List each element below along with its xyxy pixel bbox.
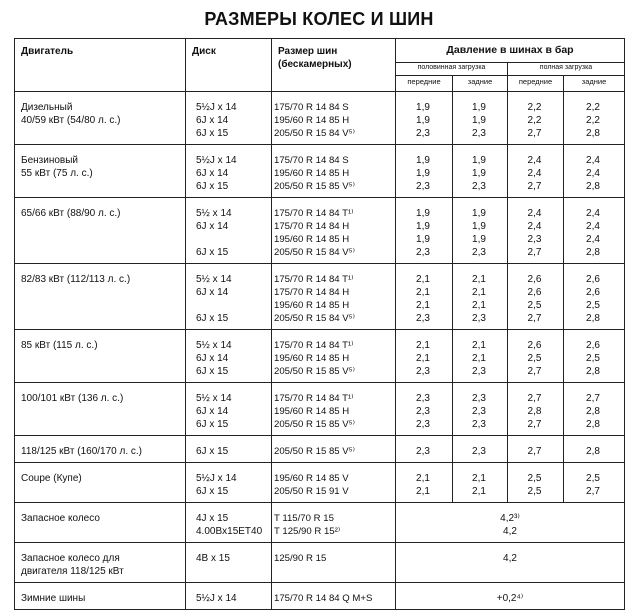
disc-cell-line: 4J x 15 bbox=[196, 513, 229, 524]
disc-cell-line: 6J x 15 bbox=[196, 419, 229, 430]
pressure-rear-partial-cell bbox=[453, 198, 508, 264]
engine-cell bbox=[15, 503, 186, 543]
tire-size-cell bbox=[272, 198, 396, 264]
header-rear-partial: задние bbox=[453, 75, 508, 91]
pressure-front-full-cell-line: 2,4 bbox=[527, 155, 542, 166]
engine-cell-line: 85 кВт (115 л. с.) bbox=[21, 340, 98, 351]
pressure-rear-partial-cell-line: 2,1 bbox=[472, 353, 486, 364]
pressure-rear-partial-cell-line: 2,1 bbox=[472, 287, 486, 298]
pressure-front-partial-cell-line: 2,3 bbox=[416, 247, 430, 258]
pressure-rear-partial-cell-line: 2,3 bbox=[472, 446, 486, 457]
pressure-rear-partial-cell bbox=[453, 330, 508, 383]
header-tire-size-line2: (бескамерных) bbox=[278, 59, 352, 70]
header-partial-load: половинная загрузка bbox=[396, 62, 508, 75]
pressure-front-full-cell bbox=[508, 330, 564, 383]
pressure-front-full-cell-line: 2,5 bbox=[527, 353, 542, 364]
engine-cell-line: Coupe (Купе) bbox=[21, 473, 82, 484]
pressure-front-partial-cell-line: 2,3 bbox=[416, 446, 430, 457]
pressure-front-full-cell bbox=[508, 92, 564, 145]
pressure-front-partial-cell bbox=[396, 383, 453, 436]
pressure-front-partial-cell-line: 1,9 bbox=[416, 168, 430, 179]
header-tire-size-line1: Размер шин bbox=[278, 46, 338, 57]
pressure-front-partial-cell-line: 2,3 bbox=[416, 128, 430, 139]
table-row bbox=[15, 383, 625, 436]
pressure-front-partial-cell-line: 2,3 bbox=[416, 366, 430, 377]
pressure-front-partial-cell-line: 2,1 bbox=[416, 287, 430, 298]
tire-size-cell bbox=[272, 583, 396, 610]
engine-cell bbox=[15, 92, 186, 145]
tire-size-cell-line: 195/60 R 14 85 V bbox=[274, 473, 349, 484]
engine-cell bbox=[15, 383, 186, 436]
tire-size-cell-line: 205/50 R 15 84 V⁵⁾ bbox=[274, 313, 356, 324]
table-row bbox=[15, 543, 625, 583]
engine-cell-line: Дизельный bbox=[21, 102, 73, 113]
pressure-front-full-cell-line: 2,3 bbox=[527, 234, 542, 245]
disc-cell-line: 6J x 14 bbox=[196, 406, 229, 417]
pressure-rear-partial-cell-line: 1,9 bbox=[472, 155, 486, 166]
header-engine: Двигатель bbox=[15, 39, 186, 92]
table-row bbox=[15, 330, 625, 383]
disc-cell-line: 6J x 15 bbox=[196, 181, 229, 192]
tire-size-cell-line: 195/60 R 14 85 H bbox=[274, 406, 350, 417]
tire-size-cell-line: 195/60 R 14 85 H bbox=[274, 234, 350, 245]
tire-size-cell bbox=[272, 264, 396, 330]
pressure-front-full-cell bbox=[508, 264, 564, 330]
engine-cell bbox=[15, 543, 186, 583]
pressure-front-partial-cell-line: 2,1 bbox=[416, 340, 430, 351]
disc-cell-line: 6J x 14 bbox=[196, 168, 229, 179]
engine-cell-line: Зимние шины bbox=[21, 593, 86, 604]
disc-cell bbox=[186, 583, 272, 610]
pressure-front-full-cell-line: 2,7 bbox=[527, 181, 542, 192]
pressure-rear-partial-cell-line: 2,3 bbox=[472, 406, 486, 417]
pressure-front-full-cell-line: 2,7 bbox=[527, 247, 542, 258]
pressure-front-partial-cell-line: 2,1 bbox=[416, 353, 430, 364]
disc-cell bbox=[186, 330, 272, 383]
pressure-rear-full-cell-line: 2,4 bbox=[586, 168, 600, 179]
tire-size-cell bbox=[272, 463, 396, 503]
pressure-front-full-cell-line: 2,7 bbox=[527, 419, 542, 430]
tire-size-cell-line: 205/50 R 15 85 V⁵⁾ bbox=[274, 446, 356, 457]
pressure-rear-partial-cell-line: 2,1 bbox=[472, 274, 486, 285]
pressure-merged-cell bbox=[396, 543, 625, 583]
disc-cell-line: 6J x 14 bbox=[196, 353, 229, 364]
pressure-front-partial-cell bbox=[396, 330, 453, 383]
disc-cell-line: 6J x 15 bbox=[196, 247, 229, 258]
disc-cell-line: 5½J x 14 bbox=[196, 593, 237, 604]
pressure-front-partial-cell-line: 2,3 bbox=[416, 181, 430, 192]
pressure-front-full-cell-line: 2,6 bbox=[527, 274, 542, 285]
pressure-rear-full-cell-line: 2,8 bbox=[586, 181, 600, 192]
pressure-front-partial-cell-line: 2,1 bbox=[416, 274, 430, 285]
disc-cell-line: 6J x 15 bbox=[196, 366, 229, 377]
pressure-front-full-cell bbox=[508, 463, 564, 503]
disc-cell-line: 6J x 15 bbox=[196, 446, 229, 457]
tire-size-cell bbox=[272, 383, 396, 436]
pressure-front-full-cell-line: 2,7 bbox=[527, 128, 542, 139]
tire-size-cell-line: 205/50 R 15 85 V⁵⁾ bbox=[274, 419, 356, 430]
pressure-rear-full-cell-line: 2,7 bbox=[586, 393, 600, 404]
tire-size-cell-line: 205/50 R 15 84 V⁵⁾ bbox=[274, 247, 356, 258]
pressure-rear-partial-cell bbox=[453, 383, 508, 436]
engine-cell-line: 65/66 кВт (88/90 л. с.) bbox=[21, 208, 121, 219]
pressure-front-full-cell-line: 2,7 bbox=[527, 366, 542, 377]
pressure-rear-partial-cell-line: 1,9 bbox=[472, 168, 486, 179]
tire-size-cell bbox=[272, 92, 396, 145]
pressure-front-full-cell-line: 2,4 bbox=[527, 208, 542, 219]
disc-cell bbox=[186, 92, 272, 145]
pressure-rear-partial-cell-line: 1,9 bbox=[472, 115, 486, 126]
disc-cell-line: 6J x 14 bbox=[196, 221, 229, 232]
tire-size-cell-line: 175/70 R 14 84 T¹⁾ bbox=[274, 208, 354, 219]
tire-size-cell-line: 175/70 R 14 84 T¹⁾ bbox=[274, 340, 354, 351]
disc-cell bbox=[186, 503, 272, 543]
pressure-front-partial-cell-line: 2,3 bbox=[416, 406, 430, 417]
pressure-front-full-cell-line: 2,5 bbox=[527, 486, 542, 497]
pressure-rear-full-cell bbox=[564, 330, 625, 383]
tire-size-cell-line: 175/70 R 14 84 S bbox=[274, 102, 349, 113]
tire-size-cell-line: 205/50 R 15 85 V⁵⁾ bbox=[274, 181, 356, 192]
pressure-front-full-cell-line: 2,4 bbox=[527, 168, 542, 179]
tire-size-cell bbox=[272, 145, 396, 198]
disc-cell bbox=[186, 383, 272, 436]
disc-cell bbox=[186, 145, 272, 198]
pressure-merged-cell bbox=[396, 583, 625, 610]
pressure-front-partial-cell bbox=[396, 463, 453, 503]
engine-cell bbox=[15, 583, 186, 610]
disc-cell bbox=[186, 436, 272, 463]
tire-size-cell-line: T 125/90 R 15²⁾ bbox=[274, 526, 341, 537]
disc-cell bbox=[186, 198, 272, 264]
disc-cell bbox=[186, 463, 272, 503]
pressure-rear-full-cell-line: 2,5 bbox=[586, 300, 600, 311]
pressure-rear-full-cell bbox=[564, 383, 625, 436]
engine-cell-line: Запасное колесо для bbox=[21, 553, 120, 564]
pressure-rear-partial-cell-line: 1,9 bbox=[472, 234, 486, 245]
table-row bbox=[15, 264, 625, 330]
pressure-front-full-cell-line: 2,2 bbox=[527, 115, 542, 126]
pressure-rear-full-cell-line: 2,4 bbox=[586, 155, 600, 166]
pressure-front-partial-cell-line: 2,1 bbox=[416, 486, 430, 497]
disc-cell-line: 6J x 14 bbox=[196, 287, 229, 298]
disc-cell bbox=[186, 264, 272, 330]
pressure-rear-partial-cell bbox=[453, 92, 508, 145]
pressure-merged-cell-line: 4,2 bbox=[503, 553, 517, 564]
pressure-rear-full-cell-line: 2,8 bbox=[586, 406, 600, 417]
engine-cell-line: Бензиновый bbox=[21, 155, 78, 166]
pressure-front-full-cell-line: 2,7 bbox=[527, 393, 542, 404]
pressure-rear-full-cell-line: 2,4 bbox=[586, 234, 600, 245]
pressure-rear-partial-cell-line: 1,9 bbox=[472, 221, 486, 232]
pressure-rear-partial-cell-line: 2,3 bbox=[472, 419, 486, 430]
pressure-rear-full-cell-line: 2,5 bbox=[586, 353, 600, 364]
engine-cell-line: Запасное колесо bbox=[21, 513, 100, 524]
table-row bbox=[15, 92, 625, 145]
engine-cell-line: 82/83 кВт (112/113 л. с.) bbox=[21, 274, 131, 285]
pressure-rear-partial-cell-line: 2,3 bbox=[472, 366, 486, 377]
tire-size-cell-line: 175/70 R 14 84 S bbox=[274, 155, 349, 166]
pressure-rear-full-cell-line: 2,2 bbox=[586, 115, 600, 126]
pressure-front-partial-cell-line: 1,9 bbox=[416, 208, 430, 219]
tire-size-cell bbox=[272, 436, 396, 463]
pressure-rear-full-cell-line: 2,8 bbox=[586, 313, 600, 324]
header-front-partial: передние bbox=[396, 75, 453, 91]
pressure-rear-partial-cell-line: 1,9 bbox=[472, 208, 486, 219]
pressure-rear-full-cell-line: 2,8 bbox=[586, 247, 600, 258]
header-rear-full: задние bbox=[564, 75, 625, 91]
engine-cell-line: 55 кВт (75 л. с.) bbox=[21, 168, 93, 179]
pressure-merged-cell-line: 4,2³⁾ bbox=[500, 513, 520, 524]
pressure-front-full-cell-line: 2,8 bbox=[527, 406, 542, 417]
pressure-rear-partial-cell-line: 2,1 bbox=[472, 300, 486, 311]
pressure-front-full-cell-line: 2,6 bbox=[527, 287, 542, 298]
disc-cell-line: 5½ x 14 bbox=[196, 393, 232, 404]
pressure-rear-full-cell bbox=[564, 92, 625, 145]
pressure-rear-full-cell bbox=[564, 198, 625, 264]
table-row bbox=[15, 503, 625, 543]
engine-cell bbox=[15, 436, 186, 463]
pressure-front-partial-cell-line: 1,9 bbox=[416, 221, 430, 232]
table-row bbox=[15, 463, 625, 503]
header-full-load: полная загрузка bbox=[508, 62, 625, 75]
tire-size-cell-line: 195/60 R 14 85 H bbox=[274, 300, 350, 311]
disc-cell-line: 5½J x 14 bbox=[196, 155, 237, 166]
disc-cell-line: 5½ x 14 bbox=[196, 340, 232, 351]
tire-size-cell-line: 205/50 R 15 91 V bbox=[274, 486, 349, 497]
pressure-front-full-cell bbox=[508, 145, 564, 198]
table-row bbox=[15, 583, 625, 610]
header-pressure: Давление в шинах в бар bbox=[396, 39, 625, 63]
pressure-rear-full-cell-line: 2,8 bbox=[586, 128, 600, 139]
pressure-rear-partial-cell-line: 1,9 bbox=[472, 102, 486, 113]
tire-size-cell-line: 175/70 R 14 84 T¹⁾ bbox=[274, 274, 354, 285]
pressure-front-full-cell-line: 2,7 bbox=[527, 446, 542, 457]
engine-cell-line: 100/101 кВт (136 л. с.) bbox=[21, 393, 124, 404]
pressure-rear-full-cell-line: 2,4 bbox=[586, 221, 600, 232]
pressure-merged-cell bbox=[396, 503, 625, 543]
pressure-rear-partial-cell-line: 2,3 bbox=[472, 393, 486, 404]
header-tire-size bbox=[272, 39, 396, 92]
pressure-front-partial-cell-line: 2,1 bbox=[416, 300, 430, 311]
header-front-full: передние bbox=[508, 75, 564, 91]
disc-cell-line bbox=[196, 299, 269, 312]
pressure-front-full-cell-line: 2,7 bbox=[527, 313, 542, 324]
pressure-rear-full-cell-line: 2,4 bbox=[586, 208, 600, 219]
disc-cell-line: 6J x 14 bbox=[196, 115, 229, 126]
engine-cell bbox=[15, 198, 186, 264]
pressure-front-full-cell-line: 2,5 bbox=[527, 300, 542, 311]
pressure-rear-full-cell-line: 2,6 bbox=[586, 274, 600, 285]
pressure-front-partial-cell bbox=[396, 198, 453, 264]
disc-cell-line: 6J x 15 bbox=[196, 313, 229, 324]
pressure-rear-partial-cell bbox=[453, 436, 508, 463]
tire-size-cell-line: 195/60 R 14 85 H bbox=[274, 168, 350, 179]
pressure-front-full-cell-line: 2,5 bbox=[527, 473, 542, 484]
tire-size-cell bbox=[272, 503, 396, 543]
engine-cell-line: 40/59 кВт (54/80 л. с.) bbox=[21, 115, 121, 126]
pressure-front-full-cell bbox=[508, 198, 564, 264]
table-body bbox=[15, 92, 625, 610]
pressure-rear-full-cell-line: 2,8 bbox=[586, 446, 600, 457]
pressure-rear-full-cell-line: 2,6 bbox=[586, 287, 600, 298]
pressure-front-partial-cell-line: 2,3 bbox=[416, 313, 430, 324]
disc-cell-line: 5½J x 14 bbox=[196, 473, 237, 484]
pressure-front-full-cell bbox=[508, 383, 564, 436]
pressure-rear-partial-cell bbox=[453, 145, 508, 198]
pressure-rear-partial-cell-line: 2,3 bbox=[472, 313, 486, 324]
pressure-front-full-cell bbox=[508, 436, 564, 463]
table-row bbox=[15, 145, 625, 198]
disc-cell-line: 5½ x 14 bbox=[196, 274, 232, 285]
tire-size-cell-line: 205/50 R 15 85 V⁵⁾ bbox=[274, 366, 356, 377]
pressure-rear-partial-cell-line: 2,1 bbox=[472, 340, 486, 351]
tire-size-cell-line: 175/70 R 14 84 H bbox=[274, 221, 350, 232]
engine-cell bbox=[15, 145, 186, 198]
disc-cell bbox=[186, 543, 272, 583]
pressure-rear-full-cell bbox=[564, 463, 625, 503]
engine-cell-line: 118/125 кВт (160/170 л. с.) bbox=[21, 446, 143, 457]
pressure-rear-full-cell-line: 2,6 bbox=[586, 340, 600, 351]
pressure-front-full-cell-line: 2,6 bbox=[527, 340, 542, 351]
pressure-rear-partial-cell bbox=[453, 463, 508, 503]
pressure-front-partial-cell bbox=[396, 92, 453, 145]
disc-cell-line: 4.00Bx15ET40 bbox=[196, 526, 263, 537]
tire-size-cell-line: 175/70 R 14 84 T¹⁾ bbox=[274, 393, 354, 404]
pressure-rear-full-cell bbox=[564, 145, 625, 198]
pressure-rear-partial-cell-line: 2,3 bbox=[472, 247, 486, 258]
pressure-front-full-cell-line: 2,2 bbox=[527, 102, 542, 113]
pressure-front-partial-cell bbox=[396, 264, 453, 330]
tire-size-cell-line: T 115/70 R 15 bbox=[274, 513, 334, 524]
pressure-front-partial-cell bbox=[396, 145, 453, 198]
pressure-front-partial-cell bbox=[396, 436, 453, 463]
disc-cell-line: 5½J x 14 bbox=[196, 102, 237, 113]
pressure-rear-partial-cell bbox=[453, 264, 508, 330]
pressure-front-partial-cell-line: 1,9 bbox=[416, 234, 430, 245]
tire-size-cell-line: 205/50 R 15 84 V⁵⁾ bbox=[274, 128, 356, 139]
tire-size-cell-line: 175/70 R 14 84 Q M+S bbox=[274, 593, 373, 604]
engine-cell bbox=[15, 463, 186, 503]
pressure-rear-full-cell-line: 2,2 bbox=[586, 102, 600, 113]
pressure-front-partial-cell-line: 1,9 bbox=[416, 102, 430, 113]
pressure-rear-partial-cell-line: 2,1 bbox=[472, 473, 486, 484]
disc-cell-line: 4B x 15 bbox=[196, 553, 230, 564]
pressure-front-partial-cell-line: 2,3 bbox=[416, 393, 430, 404]
disc-cell-line bbox=[196, 233, 269, 246]
pressure-rear-full-cell-line: 2,8 bbox=[586, 366, 600, 377]
tire-size-cell bbox=[272, 543, 396, 583]
pressure-front-partial-cell-line: 1,9 bbox=[416, 115, 430, 126]
pressure-merged-cell-line: +0,2⁴⁾ bbox=[496, 593, 524, 604]
engine-cell bbox=[15, 264, 186, 330]
tire-size-cell-line: 195/60 R 14 85 H bbox=[274, 353, 350, 364]
tire-size-cell-line: 195/60 R 14 85 H bbox=[274, 115, 350, 126]
pressure-merged-cell-line: 4,2 bbox=[503, 526, 517, 537]
tire-size-cell bbox=[272, 330, 396, 383]
engine-cell-line: двигателя 118/125 кВт bbox=[21, 566, 124, 577]
page-title: РАЗМЕРЫ КОЛЕС И ШИН bbox=[204, 9, 434, 29]
pressure-rear-full-cell bbox=[564, 436, 625, 463]
disc-cell-line: 5½ x 14 bbox=[196, 208, 232, 219]
pressure-front-partial-cell-line: 2,1 bbox=[416, 473, 430, 484]
tire-size-cell-line: 125/90 R 15 bbox=[274, 553, 327, 564]
table-row bbox=[15, 198, 625, 264]
pressure-rear-partial-cell-line: 2,3 bbox=[472, 128, 486, 139]
pressure-rear-full-cell-line: 2,7 bbox=[586, 486, 600, 497]
pressure-rear-partial-cell-line: 2,3 bbox=[472, 181, 486, 192]
engine-cell bbox=[15, 330, 186, 383]
pressure-rear-full-cell bbox=[564, 264, 625, 330]
pressure-rear-full-cell-line: 2,8 bbox=[586, 419, 600, 430]
pressure-front-partial-cell-line: 1,9 bbox=[416, 155, 430, 166]
pressure-front-full-cell-line: 2,4 bbox=[527, 221, 542, 232]
tire-size-table bbox=[14, 38, 625, 610]
header-disc: Диск bbox=[186, 39, 272, 92]
table-row bbox=[15, 436, 625, 463]
tire-size-cell-line: 175/70 R 14 84 H bbox=[274, 287, 350, 298]
disc-cell-line: 6J x 15 bbox=[196, 128, 229, 139]
pressure-front-partial-cell-line: 2,3 bbox=[416, 419, 430, 430]
pressure-rear-partial-cell-line: 2,1 bbox=[472, 486, 486, 497]
disc-cell-line: 6J x 15 bbox=[196, 486, 229, 497]
pressure-rear-full-cell-line: 2,5 bbox=[586, 473, 600, 484]
